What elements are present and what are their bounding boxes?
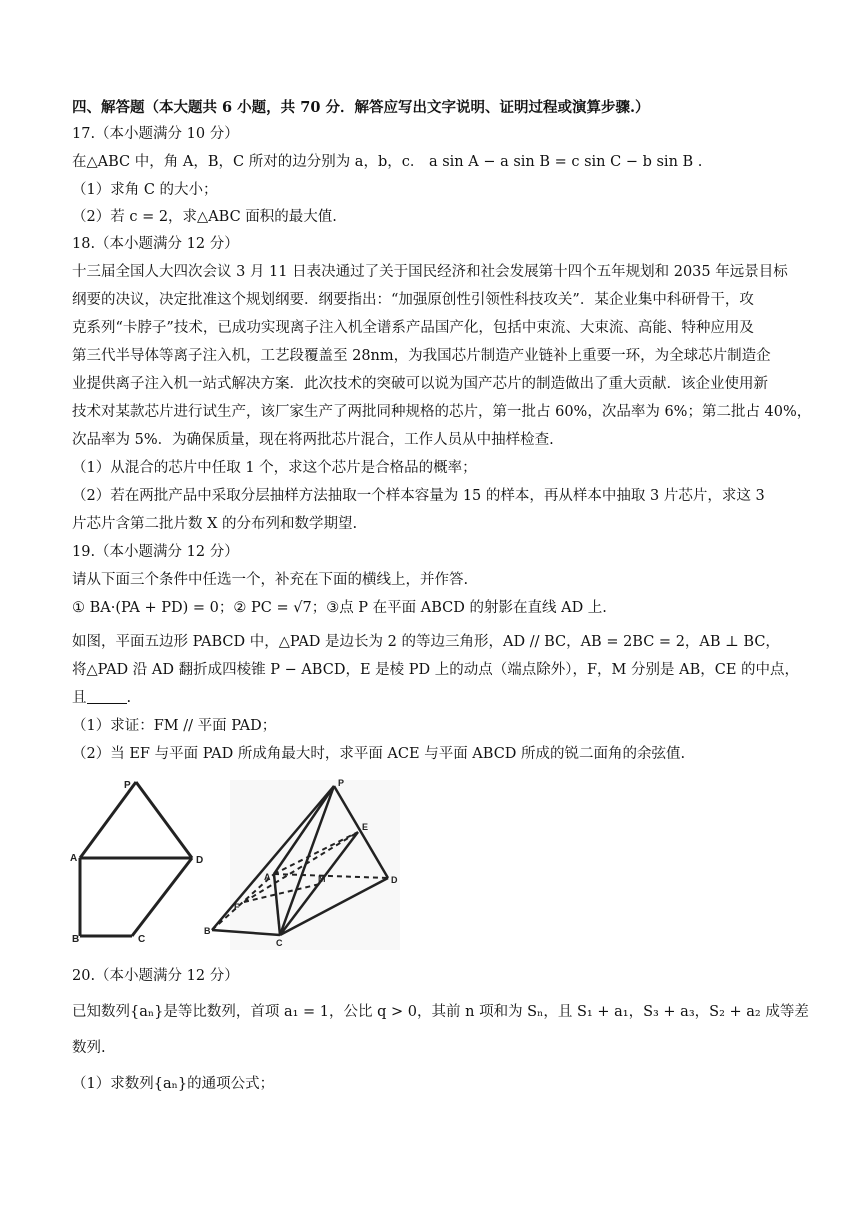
fig1-label-a: A: [70, 853, 78, 864]
fig2-label-a: A: [264, 872, 271, 882]
q18-line: 次品率为 5%．为确保质量，现在将两批芯片混合，工作人员从中抽样检查.: [72, 432, 554, 448]
q18-line: 纲要的决议，决定批准这个规划纲要．纲要指出：“加强原创性引领性科技攻关”．某企业集中科研骨干，攻: [72, 292, 754, 308]
q17-part1: （1）求角 C 的大小；: [72, 182, 218, 198]
fig1-label-p: P: [124, 780, 131, 791]
fig2-label-m: M: [318, 874, 326, 884]
q18-part2-line1: （2）若在两批产品中采取分层抽样方法抽取一个样本容量为 15 的样本，再从样本中抽取 3 片芯片，求这 3: [72, 488, 765, 504]
q17-title: 17.（本小题满分 10 分）: [72, 126, 239, 142]
q19-line3-suffix: .: [126, 690, 132, 706]
fig1-label-d: D: [196, 855, 204, 866]
q19-line3: [72, 688, 792, 708]
q17-part2: （2）若 c = 2，求△ABC 面积的最大值.: [72, 209, 337, 225]
q18-part2-line2: 片芯片含第二批片数 X 的分布列和数学期望.: [72, 516, 358, 532]
q20-title: 20.（本小题满分 12 分）: [72, 968, 239, 984]
q19-conditions: ① BA·(PA + PD) = 0；② PC = √7；③点 P 在平面 ABCD 的射影在直线 AD 上.: [72, 600, 607, 616]
q18-line: 克系列“卡脖子”技术，已成功实现离子注入机全谱系产品国产化，包括中束流、大束流、高能、特种应用及: [72, 320, 754, 336]
pentagon-figure: [60, 770, 220, 950]
q18-line: 业提供离子注入机一站式解决方案．此次技术的突破可以说为国产芯片的制造做出了重大贡献．该企业使用新: [72, 376, 768, 392]
q19-line3-prefix: 且: [72, 690, 87, 706]
q19-intro: 请从下面三个条件中任选一个，补充在下面的横线上，并作答.: [72, 572, 469, 588]
q18-line: 十三届全国人大四次会议 3 月 11 日表决通过了关于国民经济和社会发展第十四个五年规划和 2035 年远景目标: [72, 264, 788, 280]
q19-line2: 将△PAD 沿 AD 翻折成四棱锥 P − ABCD，E 是棱 PD 上的动点（端点除外），F，M 分别是 AB，CE 的中点，: [72, 662, 800, 678]
section-heading: 四、解答题（本大题共 6 小题，共 70 分．解答应写出文字说明、证明过程或演算步骤.）: [72, 99, 650, 116]
q20-line1: 已知数列{aₙ}是等比数列，首项 a₁ = 1，公比 q > 0，其前 n 项和为 Sₙ，且 S₁ + a₁，S₃ + a₃，S₂ + a₂ 成等差: [72, 1004, 809, 1020]
fig1-label-c: C: [138, 934, 146, 945]
q20-line2: 数列.: [72, 1040, 106, 1056]
q20-part1: （1）求数列{aₙ}的通项公式；: [72, 1076, 275, 1092]
q18-title: 18.（本小题满分 12 分）: [72, 236, 239, 252]
q19-part2: （2）当 EF 与平面 PAD 所成角最大时，求平面 ACE 与平面 ABCD 所成的锐二面角的余弦值.: [72, 746, 686, 762]
q18-part1: （1）从混合的芯片中任取 1 个，求这个芯片是合格品的概率；: [72, 460, 477, 476]
q17-stem: 在△ABC 中，角 A，B，C 所对的边分别为 a，b，c． a sin A − a sin B = c sin C − b sin B .: [72, 154, 703, 170]
fig2-label-e: E: [362, 822, 369, 832]
q19-title: 19.（本小题满分 12 分）: [72, 544, 239, 560]
answer-blank: [87, 689, 127, 704]
q18-line: 第三代半导体等离子注入机，工艺段覆盖至 28nm，为我国芯片制造产业链补上重要一环，为全球芯片制造企: [72, 348, 771, 364]
fig2-label-b: B: [204, 926, 211, 936]
fig2-label-c: C: [276, 938, 283, 948]
q18-line: 技术对某款芯片进行试生产，该厂家生产了两批同种规格的芯片，第一批占 60%，次品率为 6%；第二批占 40%，: [72, 404, 812, 420]
fig2-label-f: F: [234, 902, 240, 912]
fig1-label-b: B: [72, 934, 80, 945]
fig2-label-p: P: [338, 778, 345, 788]
pyramid-figure: [200, 770, 410, 955]
fig2-label-d: D: [391, 875, 398, 885]
q19-part1: （1）求证：FM // 平面 PAD；: [72, 718, 277, 734]
q19-line1: 如图，平面五边形 PABCD 中，△PAD 是边长为 2 的等边三角形，AD // BC，AB = 2BC = 2，AB ⊥ BC，: [72, 634, 780, 650]
